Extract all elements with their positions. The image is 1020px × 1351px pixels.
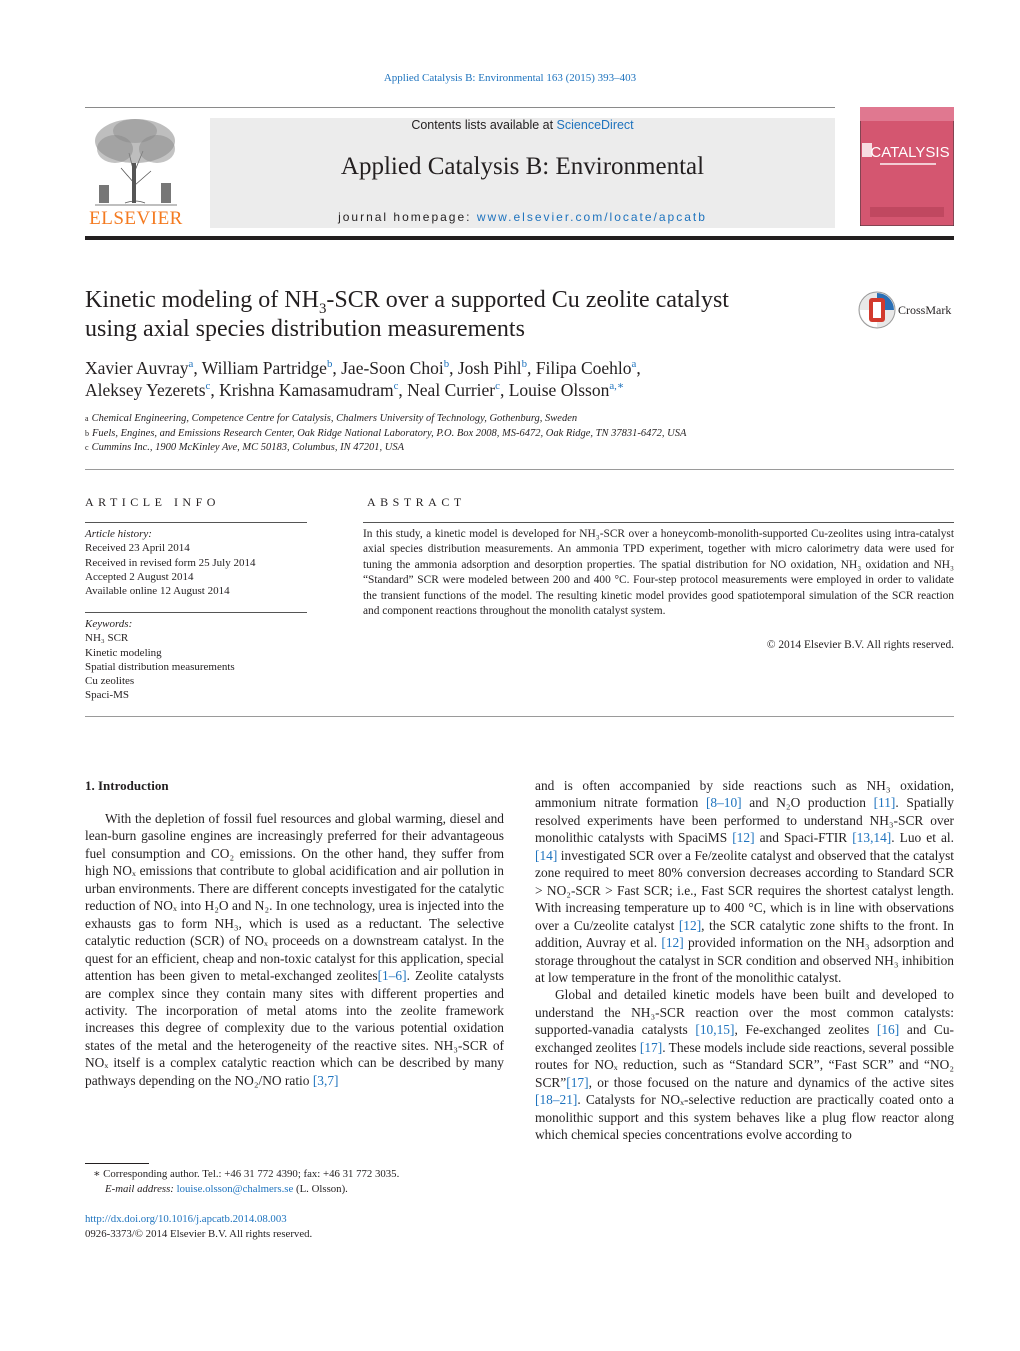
author-separator: ,	[449, 358, 458, 378]
author-list	[85, 357, 945, 401]
affiliation-letter: c	[85, 443, 89, 452]
author-affiliation-marker[interactable]: c	[393, 380, 399, 393]
abstract-heading: ABSTRACT	[367, 495, 466, 509]
text-run: investigated SCR over a Fe/zeolite catalyst and observed that the catalyst zone required to meet 80% conversion decreases according to Standard SCR > NO₂-SCR > Fast SCR; i.e., Fast SCR requires the shortest catalyst length. With increasing temperature up to 400 °C, which is in line with observations over a Cu/zeolite catalyst	[535, 847, 954, 933]
text-run: and Spaci-FTIR	[754, 830, 853, 846]
article-info-rule	[85, 522, 307, 523]
doi-link[interactable]: http://dx.doi.org/10.1016/j.apcatb.2014.08.003	[85, 1213, 287, 1225]
author-name[interactable]: Krishna Kamasamudram	[219, 380, 394, 400]
author-name[interactable]: Neal Currier	[407, 380, 496, 400]
title-text-1: Kinetic modeling of NH	[85, 287, 319, 313]
text-run: and Cu-exchanged zeolites	[535, 1022, 955, 1055]
author-affiliation-marker[interactable]: c	[205, 380, 211, 393]
citation-link[interactable]: [12]	[732, 830, 755, 846]
issn-copyright: 0926-3373/© 2014 Elsevier B.V. All rights reserved.	[85, 1227, 313, 1240]
journal-title: Applied Catalysis B: Environmental	[340, 153, 705, 180]
author-affiliation-marker[interactable]: b	[521, 358, 527, 371]
keyword-item: Cu zeolites	[85, 675, 135, 688]
author-separator: ,	[210, 380, 220, 400]
author-affiliation-marker[interactable]: a	[631, 358, 637, 371]
keywords	[85, 617, 307, 703]
contents-line	[210, 118, 835, 132]
footnote-line-1	[85, 1167, 515, 1182]
text-run: . Spatially resolved experiments have been performed to understand NH₃-SCR over monolithic catalysts with SpaciMS	[535, 795, 954, 846]
homepage-label: journal homepage:	[338, 210, 477, 224]
history-item-revised: Received in revised form 25 July 2014	[85, 556, 256, 569]
keyword-item: Kinetic modeling	[85, 646, 162, 659]
text-run: . Catalysts for NOₓ-selective reduction are practically coated onto a monolithic support and this system behaves like a plug flow reactor along which chemical species concentrations evolve according to	[535, 1092, 954, 1143]
affiliation-item	[85, 427, 945, 442]
affiliation-divider	[85, 469, 954, 470]
elsevier-logo	[85, 113, 187, 228]
citation-link[interactable]: [1–6]	[377, 968, 407, 984]
author-name[interactable]: Louise Olsson	[508, 380, 610, 400]
author-name[interactable]: William Partridge	[201, 358, 327, 378]
journal-reference[interactable]: Applied Catalysis B: Environmental 163 (2015) 393–403	[383, 72, 637, 84]
author-affiliation-marker[interactable]: c	[495, 380, 500, 393]
citation-link[interactable]: [17]	[639, 1039, 663, 1055]
author-name[interactable]: Josh Pihl	[457, 358, 522, 378]
author-name[interactable]: Jae-Soon Choi	[341, 358, 444, 378]
article-history	[85, 527, 307, 598]
email-suffix: (L. Olsson).	[293, 1183, 348, 1195]
citation-link[interactable]: [12]	[661, 935, 684, 951]
citation-link[interactable]: [8–10]	[705, 795, 742, 811]
cover-title: CATALYSIS	[870, 144, 950, 161]
crossmark-icon	[858, 290, 958, 330]
affiliation-item	[85, 441, 945, 456]
author-name[interactable]: Aleksey Yezerets	[85, 380, 206, 400]
journal-cover-image	[860, 107, 954, 226]
corresponding-author-footnote	[85, 1167, 515, 1197]
title-subscript: 3	[318, 300, 327, 317]
text-run: . Zeolite catalysts are complex since they contain many sites with different properties and activity. The incorporation of metal atoms into the zeolite framework increases this degree of complexity due to the various potential oxidation states of the metal and the heterogeneity of the reactive sites. NH₃-SCR of NOₓ itself is a complex catalytic reaction which can be described by many pathways depending on the NO₂/NO ratio	[85, 968, 504, 1088]
text-run: , Fe-exchanged zeolites	[734, 1022, 877, 1038]
author-separator: ,	[499, 380, 509, 400]
keyword-item: Spaci-MS	[85, 689, 129, 702]
affiliation-text: Chemical Engineering, Competence Centre for Catalysis, Chalmers University of Technology, Gothenburg, Sweden	[91, 413, 578, 424]
citation-link[interactable]: [18–21]	[535, 1092, 578, 1108]
citation-link[interactable]: [16]	[876, 1022, 900, 1038]
text-run: and N₂O production	[741, 795, 874, 811]
text-run: . These models include side reactions, several possible routes for NOₓ reduction, such as “Standard SCR”, “Fast SCR” and “NO₂ SCR”	[535, 1039, 955, 1090]
title-text-3: using axial species distribution measurements	[85, 316, 525, 342]
intro-paragraph-2	[535, 986, 954, 1143]
keyword-item: Spatial distribution measurements	[85, 660, 235, 673]
text-run: and is often accompanied by side reactions such as NH₃ oxidation, ammonium nitrate formation	[535, 778, 954, 811]
email-link[interactable]: louise.olsson@chalmers.se	[176, 1183, 294, 1195]
body-column-left	[85, 810, 504, 1089]
history-label: Article history:	[85, 528, 152, 540]
affiliation-letter: b	[85, 428, 89, 438]
affiliation-text: Fuels, Engines, and Emissions Research Center, Oak Ridge National Laboratory, P.O. Box 2008, MS-6472, Oak Ridge, TN 37831-6472, USA	[92, 427, 687, 439]
crossmark-badge[interactable]	[858, 290, 958, 330]
homepage-link[interactable]: www.elsevier.com/locate/apcatb	[476, 210, 707, 224]
keywords-label: Keywords:	[85, 618, 133, 630]
author-affiliation-marker[interactable]: a	[188, 358, 194, 371]
footnote-marker: ∗	[93, 1168, 101, 1180]
text-run: , or those focused on the nature and dynamics of the active sites	[588, 1074, 954, 1090]
affiliation-letter: a	[85, 414, 89, 423]
citation-link[interactable]: [17]	[566, 1074, 589, 1090]
citation-link[interactable]: [13,14]	[852, 830, 892, 846]
abstract-copyright: © 2014 Elsevier B.V. All rights reserved.	[766, 639, 954, 651]
author-name[interactable]: Xavier Auvray	[85, 358, 189, 378]
history-item-received: Received 23 April 2014	[85, 542, 190, 555]
citation-link[interactable]: [11]	[873, 795, 896, 811]
intro-paragraph-1	[85, 810, 504, 1089]
history-item-accepted: Accepted 2 August 2014	[85, 570, 194, 583]
article-info-heading: ARTICLE INFO	[85, 495, 220, 509]
body-divider	[85, 716, 954, 717]
text-run: provided information on the NH₃ adsorption and storage throughout the catalyst in SCR condition and observed NH₃ inhibition at low temperature in the front of the monolithic catalyst.	[535, 935, 954, 985]
affiliation-text: Cummins Inc., 1900 McKinley Ave, MC 50183, Columbus, IN 47201, USA	[91, 442, 405, 453]
author-name[interactable]: Filipa Coehlo	[535, 358, 632, 378]
elsevier-tree-icon	[85, 113, 187, 228]
keyword-item: NH₃ SCR	[85, 632, 129, 645]
email-label: E-mail address:	[105, 1183, 177, 1195]
author-affiliation-marker[interactable]: b	[326, 358, 333, 371]
citation-link[interactable]: [14]	[535, 847, 558, 863]
journal-cover-thumbnail[interactable]	[860, 107, 954, 226]
text-run: , the SCR catalytic zone shifts to the front. In addition, Auvray et al.	[535, 917, 954, 951]
doi-block	[85, 1212, 312, 1241]
title-text-2: -SCR over a supported Cu zeolite catalyst	[326, 287, 729, 313]
history-item-online: Available online 12 August 2014	[85, 585, 230, 598]
author-affiliation-marker[interactable]: b	[443, 358, 450, 371]
footnote-line-2	[85, 1182, 515, 1197]
header-top-divider	[85, 107, 835, 108]
citation-link[interactable]: [12]	[678, 917, 702, 933]
homepage-line	[210, 210, 835, 224]
contents-prefix: Contents lists available at	[411, 118, 557, 132]
intro-heading: 1. Introduction	[85, 778, 169, 793]
text-run: . Luo et al.	[891, 830, 954, 846]
header-bottom-rule	[85, 236, 954, 240]
affiliations	[85, 412, 945, 456]
keywords-rule	[85, 612, 307, 613]
text-run: With the depletion of fossil fuel resources and global warming, diesel and lean-burn gasoline engines are increasingly preferred for their advantageous fuel consumption and CO₂ emissions. On the other hand, they suffer from high NOₓ emissions that contribute to global acidification and air pollution in urban environments. There are different concepts investigated for the catalytic reduction of NOₓ into H₂O and N₂. In one technology, urea is injected into the exhausts gas to form NH₃, which is used as a reductant. The selective catalytic reduction (SCR) of NOₓ proceeds on a downstream catalyst. In the quest for an efficient, cheap and non-toxic catalyst for this application, special attention has been given to metal-exchanged zeolites	[85, 811, 504, 984]
article-title	[85, 286, 845, 344]
elsevier-wordmark: ELSEVIER	[89, 208, 183, 228]
footnote-text: Corresponding author. Tel.: +46 31 772 4390; fax: +46 31 772 3035.	[100, 1168, 400, 1180]
author-separator: ,	[193, 358, 202, 378]
affiliation-item	[85, 412, 945, 427]
author-separator: ,	[398, 380, 408, 400]
abstract-rule	[363, 522, 954, 523]
crossmark-label: CrossMark	[898, 303, 952, 317]
text-run: Global and detailed kinetic models have been built and developed to understand the NH₃-SCR reaction over the most common catalysts: supported-vanadia catalysts	[535, 987, 954, 1038]
author-affiliation-marker[interactable]: a,∗	[609, 380, 625, 393]
author-separator: ,	[332, 358, 342, 378]
abstract-text: In this study, a kinetic model is developed for NH₃-SCR over a honeycomb-monolith-supported Cu-zeolites using intra-catalyst axial species distribution measurements. An ammonia TPD experiment, together with micro calorimetry data were used for tuning the ammonia adsorption and desorption properties. The spatial distribution for NO oxidation, NH₃ oxidation and NH₃ “Standard” SCR were modeled between 200 and 400 °C. Four-step protocol measurements were employed in order to validate the transient functions of the model. The resulting kinetic model provides good spatiotemporal simulation of the SCR reaction and component reactions throughout the monolith catalyst system.	[363, 528, 954, 618]
citation-link[interactable]: [10,15]	[695, 1022, 735, 1038]
author-separator: ,	[636, 358, 641, 378]
footnote-rule	[85, 1163, 149, 1164]
sciencedirect-link[interactable]: ScienceDirect	[556, 118, 634, 132]
author-separator: ,	[527, 358, 536, 378]
intro-paragraph-1-cont	[535, 777, 954, 986]
body-column-right	[535, 777, 954, 1144]
citation-link[interactable]: [3,7]	[312, 1072, 339, 1088]
